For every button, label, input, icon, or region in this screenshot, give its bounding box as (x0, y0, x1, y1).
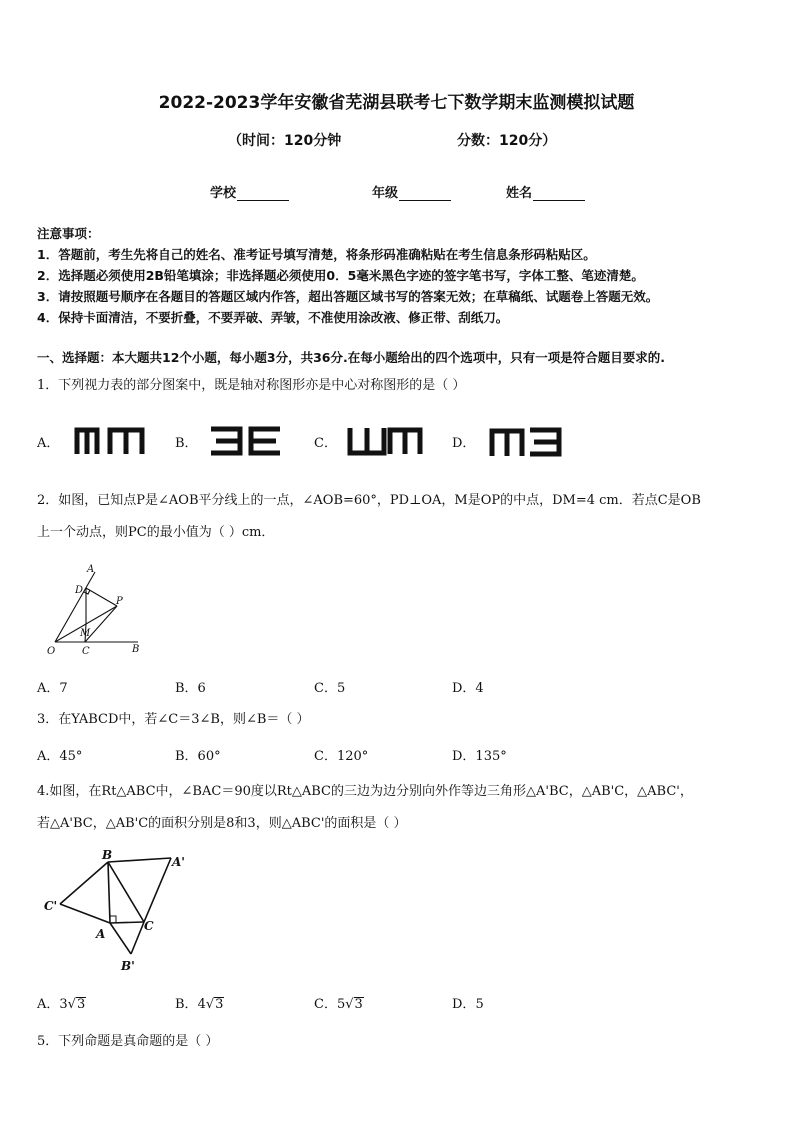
grade-field (372, 182, 451, 201)
q4-option-c: C．5√3 (314, 997, 363, 1012)
sqrt-icon: √ (205, 997, 215, 1012)
q2-option-c: C．5 (314, 681, 346, 696)
label-a: A (87, 564, 95, 575)
q1-option-d-label: D． (452, 436, 476, 451)
label-a: A (96, 927, 106, 941)
notice-item: 1．答题前，考生先将自己的姓名、准考证号填写清楚，将条形码准确粘贴在考生信息条形码粘贴区。 (37, 247, 596, 262)
q3-option-b: B．60° (175, 749, 221, 764)
segment-a-b2 (110, 923, 131, 954)
q4-option-b: B．4√3 (175, 997, 224, 1012)
notice-item: 3．请按照题号顺序在各题目的答题区域内作答，超出答题区域书写的答案无效；在草稿纸、试题卷上答题无效。 (37, 289, 659, 304)
q1-option-c-glyph (346, 424, 424, 456)
q1-option-a-glyph (72, 424, 148, 456)
label-m: M (80, 628, 91, 639)
q3-stem: 3．在YABCD中，若∠C＝3∠B，则∠B＝（ ） (37, 712, 310, 727)
q4-stem-line1: 4.如图，在Rt△ABC中，∠BAC＝90度以Rt△ABC的三边为边分别向外作等边三角形△A'BC，△AB'C，△ABC'， (37, 784, 693, 799)
name-field (506, 182, 585, 201)
q2-figure (40, 560, 155, 658)
segment-a2-c (144, 858, 171, 922)
school-label: 学校 (210, 186, 237, 201)
q5-stem: 5．下列命题是真命题的是（ ） (37, 1034, 219, 1049)
q3-option-c: C．120° (314, 749, 369, 764)
grade-label: 年级 (372, 186, 399, 201)
q1-option-a-label: A． (37, 436, 60, 451)
right-angle-mark (110, 916, 116, 923)
segment-c-b2 (131, 922, 144, 954)
label-c-prime: C' (44, 899, 58, 913)
label-c: C (144, 919, 154, 933)
label-a-prime: A' (172, 855, 185, 869)
section-heading: 一、选择题：本大题共12个小题，每小题3分，共36分.在每小题给出的四个选项中，只有一项是符合题目要求的. (37, 350, 665, 365)
name-label: 姓名 (506, 186, 533, 201)
q2-stem-line1: 2．如图，已知点P是∠AOB平分线上的一点，∠AOB=60°，PD⊥OA，M是OP的中点，DM=4 cm．若点C是OB (37, 493, 701, 508)
q1-stem: 1．下列视力表的部分图案中，既是轴对称图形亦是中心对称图形的是（ ） (37, 378, 466, 393)
q2-option-d: D．4 (452, 681, 484, 696)
segment-c2-b (60, 862, 108, 904)
segment-ba (108, 862, 110, 923)
notice-item: 4．保持卡面清洁，不要折叠，不要弄破、弄皱，不准使用涂改液、修正带、刮纸刀。 (37, 310, 509, 325)
q1-option-b-label: B． (175, 436, 198, 451)
notice-item: 2．选择题必须使用2B铅笔填涂；非选择题必须使用0．5毫米黑色字迹的签字笔书写，字体工整、笔迹清楚。 (37, 268, 644, 283)
school-blank (237, 188, 289, 201)
segment-pd (86, 588, 117, 606)
label-b: B (132, 644, 140, 655)
segment-c2-a (60, 904, 110, 923)
segment-b-a2 (108, 858, 171, 862)
q2-option-a: A．7 (37, 681, 68, 696)
segment-ac (110, 922, 144, 923)
exam-time: （时间：120分钟 (228, 133, 342, 149)
q4-stem-line2: 若△A'BC，△AB'C的面积分别是8和3，则△ABC'的面积是（ ） (37, 816, 407, 831)
q3-option-d: D．135° (452, 749, 507, 764)
segment-bc (108, 862, 144, 922)
label-b-prime: B' (121, 959, 135, 973)
q1-option-c-label: C． (314, 436, 337, 451)
label-c: C (82, 646, 90, 657)
name-blank (533, 188, 585, 201)
label-d: D (75, 585, 84, 596)
grade-blank (399, 188, 451, 201)
q3-option-a: A．45° (37, 749, 83, 764)
sqrt-icon: √ (345, 997, 354, 1012)
q4-option-d: D．5 (452, 997, 484, 1012)
q4-figure (38, 846, 198, 976)
q2-option-b: B．6 (175, 681, 206, 696)
school-field (210, 182, 289, 201)
sqrt-icon: √ (67, 997, 76, 1012)
label-p: P (116, 596, 123, 607)
q2-stem-line2: 上一个动点，则PC的最小值为（ ）cm． (37, 525, 275, 540)
q1-option-b-glyph (208, 424, 284, 456)
q1-option-d-glyph (488, 424, 564, 458)
label-b: B (102, 848, 113, 862)
label-o: O (47, 646, 56, 657)
page-title: 2022-2023学年安徽省芜湖县联考七下数学期末监测模拟试题 (158, 93, 635, 113)
notice-heading: 注意事项： (37, 226, 100, 241)
exam-score: 分数：120分） (457, 133, 557, 149)
q4-option-a: A．3√3 (37, 997, 86, 1012)
